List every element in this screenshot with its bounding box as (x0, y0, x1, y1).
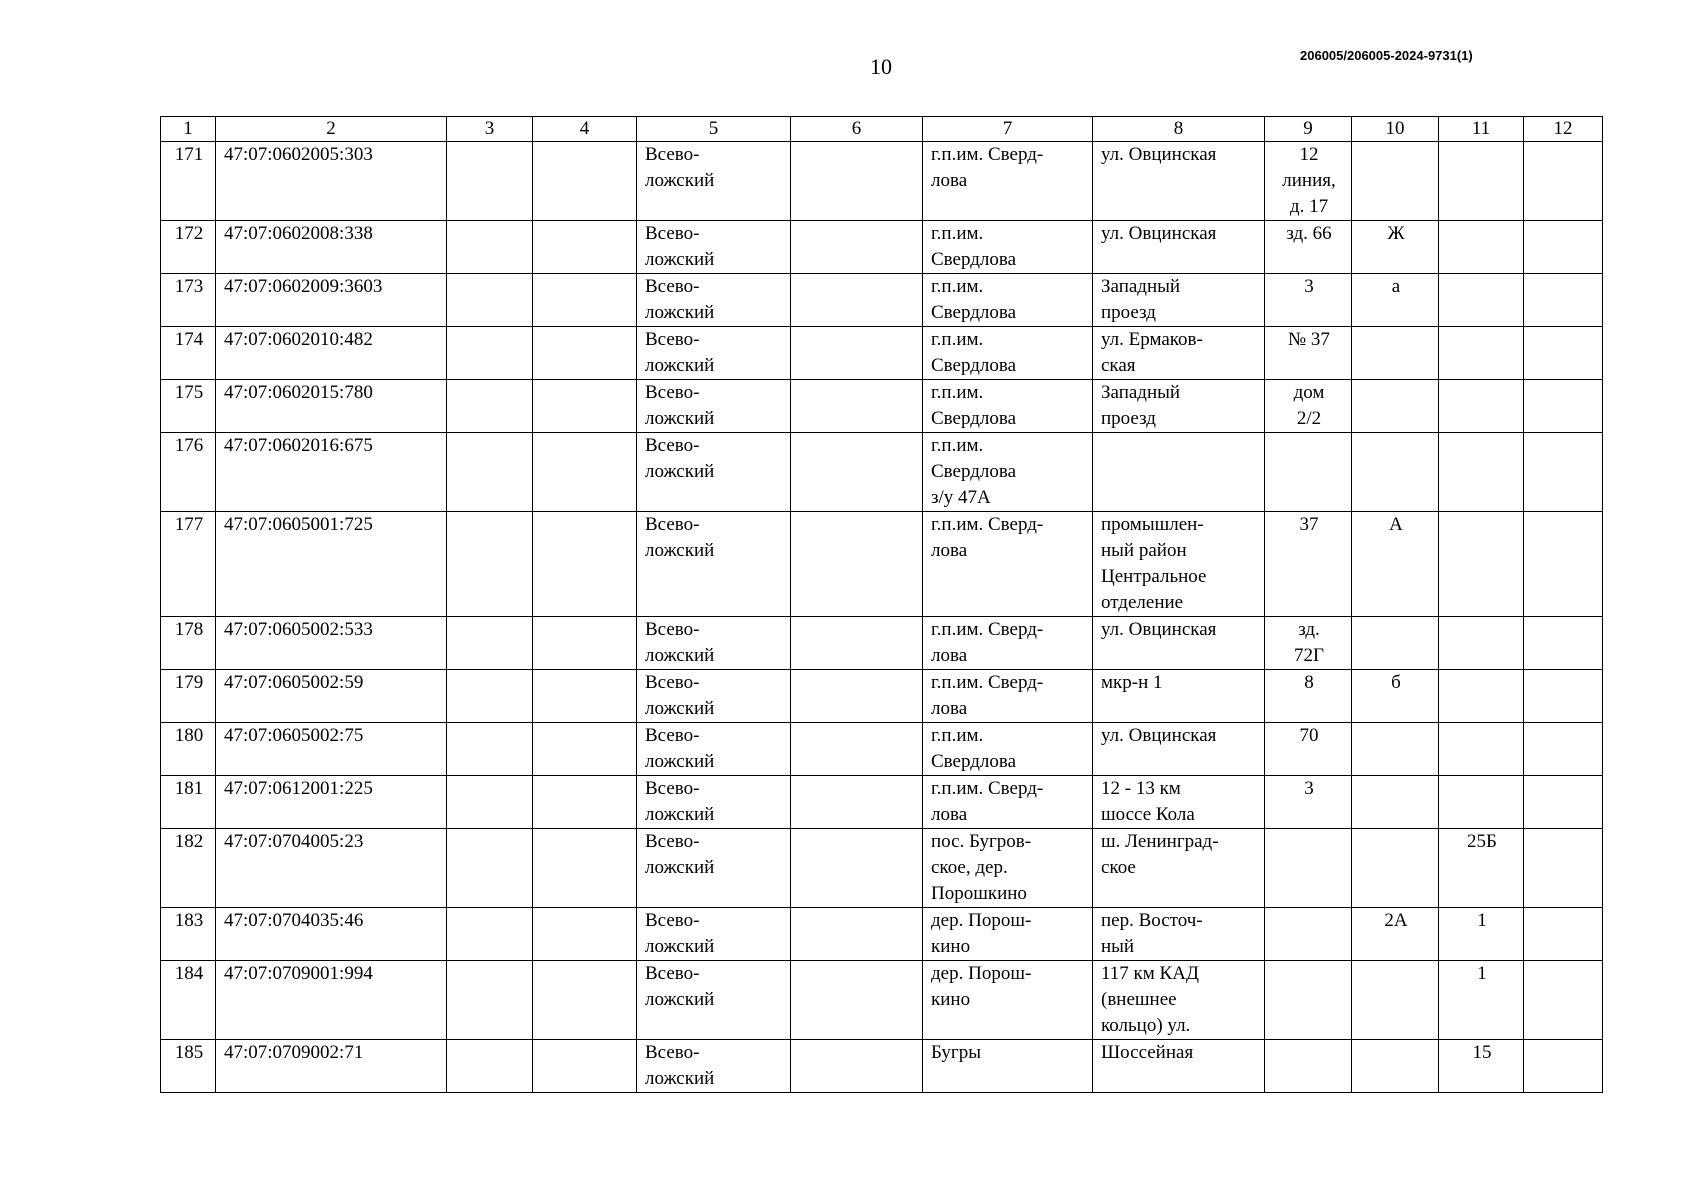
table-cell (791, 617, 923, 670)
table-cell: 47:07:0605002:533 (216, 617, 447, 670)
table-cell: 117 км КАД (внешнее кольцо) ул. (1093, 961, 1265, 1040)
table-row (161, 221, 1603, 274)
table-cell (447, 961, 533, 1040)
table-cell (1524, 512, 1603, 617)
table-cell (1265, 433, 1352, 512)
table-cell (1265, 1040, 1352, 1093)
table-cell: 180 (161, 723, 216, 776)
table-row (161, 961, 1603, 1040)
table-cell (1524, 670, 1603, 723)
table-cell: Всево- ложский (637, 274, 791, 327)
table-cell: Западный проезд (1093, 274, 1265, 327)
table-row (161, 380, 1603, 433)
table-cell (1524, 1040, 1603, 1093)
table-cell: 47:07:0605002:59 (216, 670, 447, 723)
table-cell: ул. Овцинская (1093, 723, 1265, 776)
table-cell (533, 221, 637, 274)
table-cell: Ж (1352, 221, 1439, 274)
table-cell (533, 380, 637, 433)
table-cell: ул. Ермаков- ская (1093, 327, 1265, 380)
table-cell (533, 723, 637, 776)
table-cell: 8 (1265, 670, 1352, 723)
table-cell: Всево- ложский (637, 142, 791, 221)
table-cell (533, 670, 637, 723)
table-cell: 70 (1265, 723, 1352, 776)
table-cell: г.п.им. Свердлова (923, 274, 1093, 327)
table-cell (791, 829, 923, 908)
table-cell: ул. Овцинская (1093, 617, 1265, 670)
table-cell: 178 (161, 617, 216, 670)
table-cell: г.п.им. Сверд- лова (923, 512, 1093, 617)
table-cell: а (1352, 274, 1439, 327)
table-cell (447, 221, 533, 274)
table-cell: 171 (161, 142, 216, 221)
table-cell (1352, 142, 1439, 221)
table-cell: 1 (1439, 908, 1524, 961)
column-header: 5 (637, 117, 791, 142)
table-cell (447, 274, 533, 327)
table-row (161, 433, 1603, 512)
table-cell (533, 512, 637, 617)
table-header (161, 117, 1603, 142)
table-cell (447, 512, 533, 617)
table-cell: г.п.им. Сверд- лова (923, 617, 1093, 670)
table-cell: 12 - 13 км шоссе Кола (1093, 776, 1265, 829)
table-cell: 173 (161, 274, 216, 327)
table-cell (1439, 327, 1524, 380)
table-cell: Всево- ложский (637, 327, 791, 380)
table-cell: ул. Овцинская (1093, 142, 1265, 221)
table-cell (1439, 512, 1524, 617)
table-cell (1524, 908, 1603, 961)
table-cell: 47:07:0602015:780 (216, 380, 447, 433)
table-cell: А (1352, 512, 1439, 617)
table-cell: 183 (161, 908, 216, 961)
table-cell (533, 1040, 637, 1093)
table-cell: зд. 66 (1265, 221, 1352, 274)
table-cell (533, 433, 637, 512)
table-cell: 175 (161, 380, 216, 433)
table-cell (447, 380, 533, 433)
table-cell: 47:07:0602010:482 (216, 327, 447, 380)
table-cell: г.п.им. Сверд- лова (923, 142, 1093, 221)
table-cell (791, 433, 923, 512)
table-cell (447, 723, 533, 776)
table-cell: б (1352, 670, 1439, 723)
table-cell: 47:07:0602016:675 (216, 433, 447, 512)
table-cell: г.п.им. Сверд- лова (923, 670, 1093, 723)
table-cell: зд. 72Г (1265, 617, 1352, 670)
table-cell: Западный проезд (1093, 380, 1265, 433)
table-cell (447, 829, 533, 908)
table-cell (1352, 776, 1439, 829)
table-row (161, 1040, 1603, 1093)
table-cell: ш. Ленинград- ское (1093, 829, 1265, 908)
table-row (161, 670, 1603, 723)
table-cell: 176 (161, 433, 216, 512)
table-cell: дер. Порош- кино (923, 908, 1093, 961)
table-row (161, 142, 1603, 221)
table-cell (1352, 380, 1439, 433)
table-cell (447, 670, 533, 723)
table-cell: г.п.им. Свердлова (923, 221, 1093, 274)
table-cell (447, 327, 533, 380)
table-cell (533, 274, 637, 327)
table-cell (1524, 776, 1603, 829)
table-cell (791, 1040, 923, 1093)
table-cell (1352, 961, 1439, 1040)
table-cell (1439, 723, 1524, 776)
table-cell (791, 961, 923, 1040)
column-header: 8 (1093, 117, 1265, 142)
table-cell (791, 670, 923, 723)
table-cell: 2А (1352, 908, 1439, 961)
table-cell: мкр-н 1 (1093, 670, 1265, 723)
table-cell (1524, 723, 1603, 776)
table-cell (1265, 961, 1352, 1040)
table-cell: ул. Овцинская (1093, 221, 1265, 274)
table-cell (447, 617, 533, 670)
table-cell: Бугры (923, 1040, 1093, 1093)
table-cell (1352, 617, 1439, 670)
table-cell (447, 776, 533, 829)
table-cell: № 37 (1265, 327, 1352, 380)
table-cell (1439, 433, 1524, 512)
table-cell: 182 (161, 829, 216, 908)
table-cell (1524, 617, 1603, 670)
table-cell (1524, 274, 1603, 327)
table-cell (1524, 829, 1603, 908)
column-header: 3 (447, 117, 533, 142)
table-cell (791, 512, 923, 617)
table-cell (533, 776, 637, 829)
table-cell (1265, 908, 1352, 961)
table-cell: 3 (1265, 776, 1352, 829)
table-cell: Всево- ложский (637, 829, 791, 908)
table-cell: г.п.им. Свердлова з/у 47А (923, 433, 1093, 512)
table-cell: Всево- ложский (637, 380, 791, 433)
table-cell: 12 линия, д. 17 (1265, 142, 1352, 221)
table-cell (791, 908, 923, 961)
table-cell (1524, 327, 1603, 380)
table-cell (1265, 829, 1352, 908)
table-cell (1439, 221, 1524, 274)
table-cell: Всево- ложский (637, 961, 791, 1040)
table-cell: 47:07:0704035:46 (216, 908, 447, 961)
table-cell (1524, 433, 1603, 512)
table-cell (1352, 1040, 1439, 1093)
column-header: 1 (161, 117, 216, 142)
table-row (161, 617, 1603, 670)
table-cell: дер. Порош- кино (923, 961, 1093, 1040)
table-cell (1439, 274, 1524, 327)
table-cell: г.п.им. Сверд- лова (923, 776, 1093, 829)
table-cell: 185 (161, 1040, 216, 1093)
table-cell: Всево- ложский (637, 221, 791, 274)
table-cell: г.п.им. Свердлова (923, 723, 1093, 776)
table-body (161, 142, 1603, 1093)
table-cell (1439, 142, 1524, 221)
register-table (160, 116, 1603, 1093)
table-cell (447, 1040, 533, 1093)
table-cell: 1 (1439, 961, 1524, 1040)
table-cell (1439, 670, 1524, 723)
table-cell: г.п.им. Свердлова (923, 380, 1093, 433)
table-cell: 15 (1439, 1040, 1524, 1093)
column-header: 6 (791, 117, 923, 142)
table-cell (447, 142, 533, 221)
table-cell (447, 908, 533, 961)
table-cell (533, 829, 637, 908)
table-cell: г.п.им. Свердлова (923, 327, 1093, 380)
column-header: 4 (533, 117, 637, 142)
table-cell: 47:07:0602005:303 (216, 142, 447, 221)
table-cell: Шоссейная (1093, 1040, 1265, 1093)
table-cell: Всево- ложский (637, 617, 791, 670)
table-cell: 47:07:0704005:23 (216, 829, 447, 908)
table-cell: Всево- ложский (637, 1040, 791, 1093)
table-row (161, 908, 1603, 961)
table-cell: Всево- ложский (637, 433, 791, 512)
table-cell: промышлен- ный район Центральное отделение (1093, 512, 1265, 617)
table-cell (791, 776, 923, 829)
table-cell (1352, 723, 1439, 776)
table-cell (533, 908, 637, 961)
table-cell (1439, 617, 1524, 670)
table-cell (1524, 221, 1603, 274)
table-cell (791, 221, 923, 274)
table-cell: 184 (161, 961, 216, 1040)
table-row (161, 829, 1603, 908)
table-cell (791, 142, 923, 221)
table-row (161, 512, 1603, 617)
table-row (161, 327, 1603, 380)
table-cell: 172 (161, 221, 216, 274)
table-cell: 47:07:0605002:75 (216, 723, 447, 776)
table-cell: 37 (1265, 512, 1352, 617)
table-cell (447, 433, 533, 512)
table-cell (1439, 776, 1524, 829)
table-row (161, 776, 1603, 829)
page-number: 10 (870, 54, 892, 79)
table-cell (533, 142, 637, 221)
column-header: 9 (1265, 117, 1352, 142)
table-cell (1524, 961, 1603, 1040)
table-cell: 179 (161, 670, 216, 723)
column-header: 2 (216, 117, 447, 142)
table-cell (791, 380, 923, 433)
table-cell: 47:07:0612001:225 (216, 776, 447, 829)
document-id: 206005/206005-2024-9731(1) (1300, 48, 1473, 63)
table-cell (1093, 433, 1265, 512)
table-cell: пос. Бугров- ское, дер. Порошкино (923, 829, 1093, 908)
table-cell: 177 (161, 512, 216, 617)
table-cell: 47:07:0602009:3603 (216, 274, 447, 327)
table-cell: Всево- ложский (637, 908, 791, 961)
table-cell: дом 2/2 (1265, 380, 1352, 433)
table-cell: 47:07:0709002:71 (216, 1040, 447, 1093)
table-cell (533, 961, 637, 1040)
table-cell (791, 723, 923, 776)
header-row (161, 117, 1603, 142)
table-cell: 47:07:0605001:725 (216, 512, 447, 617)
table-cell (1524, 142, 1603, 221)
table-cell (1439, 380, 1524, 433)
column-header: 11 (1439, 117, 1524, 142)
table-cell: 3 (1265, 274, 1352, 327)
column-header: 10 (1352, 117, 1439, 142)
table-cell (791, 327, 923, 380)
table-row (161, 274, 1603, 327)
table-cell: Всево- ложский (637, 776, 791, 829)
table-cell (533, 617, 637, 670)
table-cell: 25Б (1439, 829, 1524, 908)
table-cell: Всево- ложский (637, 512, 791, 617)
table-cell (1352, 829, 1439, 908)
table-cell (533, 327, 637, 380)
column-header: 7 (923, 117, 1093, 142)
table-cell (791, 274, 923, 327)
table-cell (1524, 380, 1603, 433)
table-cell (1352, 433, 1439, 512)
table-row (161, 723, 1603, 776)
table-cell: 47:07:0602008:338 (216, 221, 447, 274)
column-header: 12 (1524, 117, 1603, 142)
table-cell (1352, 327, 1439, 380)
table-cell: Всево- ложский (637, 670, 791, 723)
table-cell: Всево- ложский (637, 723, 791, 776)
table-cell: пер. Восточ- ный (1093, 908, 1265, 961)
table-cell: 174 (161, 327, 216, 380)
table-cell: 181 (161, 776, 216, 829)
table-cell: 47:07:0709001:994 (216, 961, 447, 1040)
